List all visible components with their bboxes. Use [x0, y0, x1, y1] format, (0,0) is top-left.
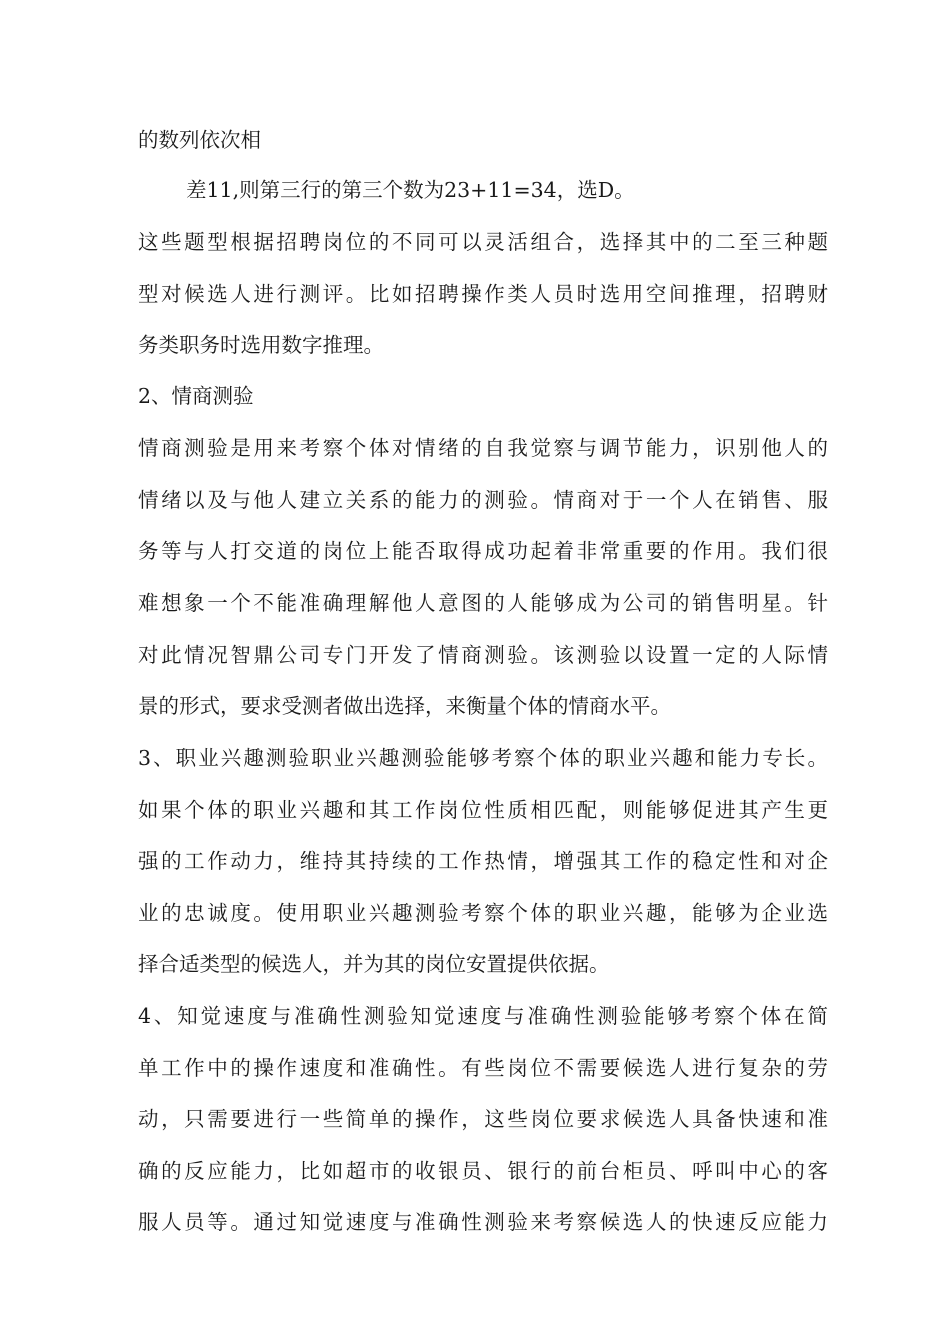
- text-line: 4、知觉速度与准确性测验知觉速度与准确性测验能够考察个体在简: [138, 1004, 828, 1028]
- text-line: 难想象一个不能准确理解他人意图的人能够成为公司的销售明星。针: [138, 591, 828, 615]
- text-line: 景的形式，要求受测者做出选择，来衡量个体的情商水平。: [138, 694, 671, 718]
- text-line: 差11,则第三行的第三个数为23+11=34，选D。: [186, 178, 635, 202]
- text-line: 单工作中的操作速度和准确性。有些岗位不需要候选人进行复杂的劳: [138, 1056, 828, 1080]
- text-line: 这些题型根据招聘岗位的不同可以灵活组合，选择其中的二至三种题: [138, 230, 828, 254]
- text-line: 的数列依次相: [138, 128, 261, 152]
- text-line: 情绪以及与他人建立关系的能力的测验。情商对于一个人在销售、服: [138, 488, 828, 512]
- text-line: 如果个体的职业兴趣和其工作岗位性质相匹配，则能够促进其产生更: [138, 798, 828, 822]
- text-line: 强的工作动力，维持其持续的工作热情，增强其工作的稳定性和对企: [138, 849, 828, 873]
- text-line: 动，只需要进行一些简单的操作，这些岗位要求候选人具备快速和准: [138, 1107, 828, 1131]
- text-line: 3、职业兴趣测验职业兴趣测验能够考察个体的职业兴趣和能力专长。: [138, 746, 828, 770]
- text-line: 确的反应能力，比如超市的收银员、银行的前台柜员、呼叫中心的客: [138, 1159, 828, 1183]
- text-line: 服人员等。通过知觉速度与准确性测验来考察候选人的快速反应能力: [138, 1210, 828, 1234]
- text-line: 务类职务时选用数字推理。: [138, 333, 384, 357]
- text-line: 择合适类型的候选人，并为其的岗位安置提供依据。: [138, 952, 610, 976]
- text-line: 型对候选人进行测评。比如招聘操作类人员时选用空间推理，招聘财: [138, 282, 828, 306]
- section-heading: 2、情商测验: [138, 384, 254, 408]
- text-line: 务等与人打交道的岗位上能否取得成功起着非常重要的作用。我们很: [138, 539, 828, 563]
- text-line: 业的忠诚度。使用职业兴趣测验考察个体的职业兴趣，能够为企业选: [138, 901, 828, 925]
- text-line: 对此情况智鼎公司专门开发了情商测验。该测验以设置一定的人际情: [138, 643, 828, 667]
- text-line: 情商测验是用来考察个体对情绪的自我觉察与调节能力，识别他人的: [138, 436, 828, 460]
